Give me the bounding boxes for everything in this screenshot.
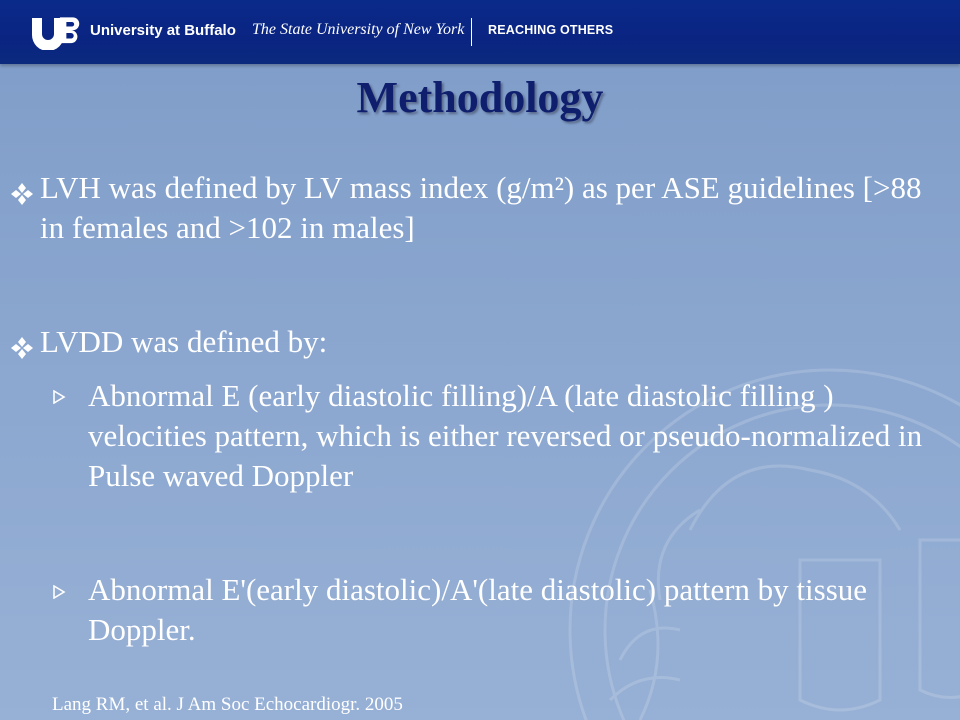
- arrow-bullet-icon: [52, 390, 66, 404]
- diamond-bullet-icon: [10, 336, 34, 360]
- sub-bullet-pulsed-doppler: Abnormal E (early diastolic filling)/A (late diastolic filling ) velocities pattern, which is either reversed or pseudo-normalized in Pulse waved Doppler: [88, 378, 923, 493]
- citation: Lang RM, et al. J Am Soc Echocardiogr. 2005: [52, 694, 403, 715]
- diamond-bullet-icon: [10, 182, 34, 206]
- slide-title: Methodology: [356, 73, 604, 122]
- arrow-bullet-icon: [52, 585, 66, 599]
- header-bar: [0, 0, 960, 64]
- sub-bullet-tissue-doppler: Abnormal E'(early diastolic)/A'(late diastolic) pattern by tissue Doppler.: [88, 572, 868, 647]
- brand-tagline: REACHING OTHERS: [488, 23, 614, 37]
- brand-subtitle: The State University of New York: [252, 21, 465, 38]
- brand-divider: [471, 18, 472, 46]
- bullet-lvh-definition: LVH was defined by LV mass index (g/m²) as per ASE guidelines [>88 in females and >102 in males]: [40, 170, 922, 245]
- ub-logo-icon: [28, 14, 84, 50]
- bullet-lvdd-definition: LVDD was defined by:: [40, 324, 328, 359]
- brand-name: University at Buffalo: [90, 22, 236, 39]
- seal-watermark-icon: [500, 300, 960, 720]
